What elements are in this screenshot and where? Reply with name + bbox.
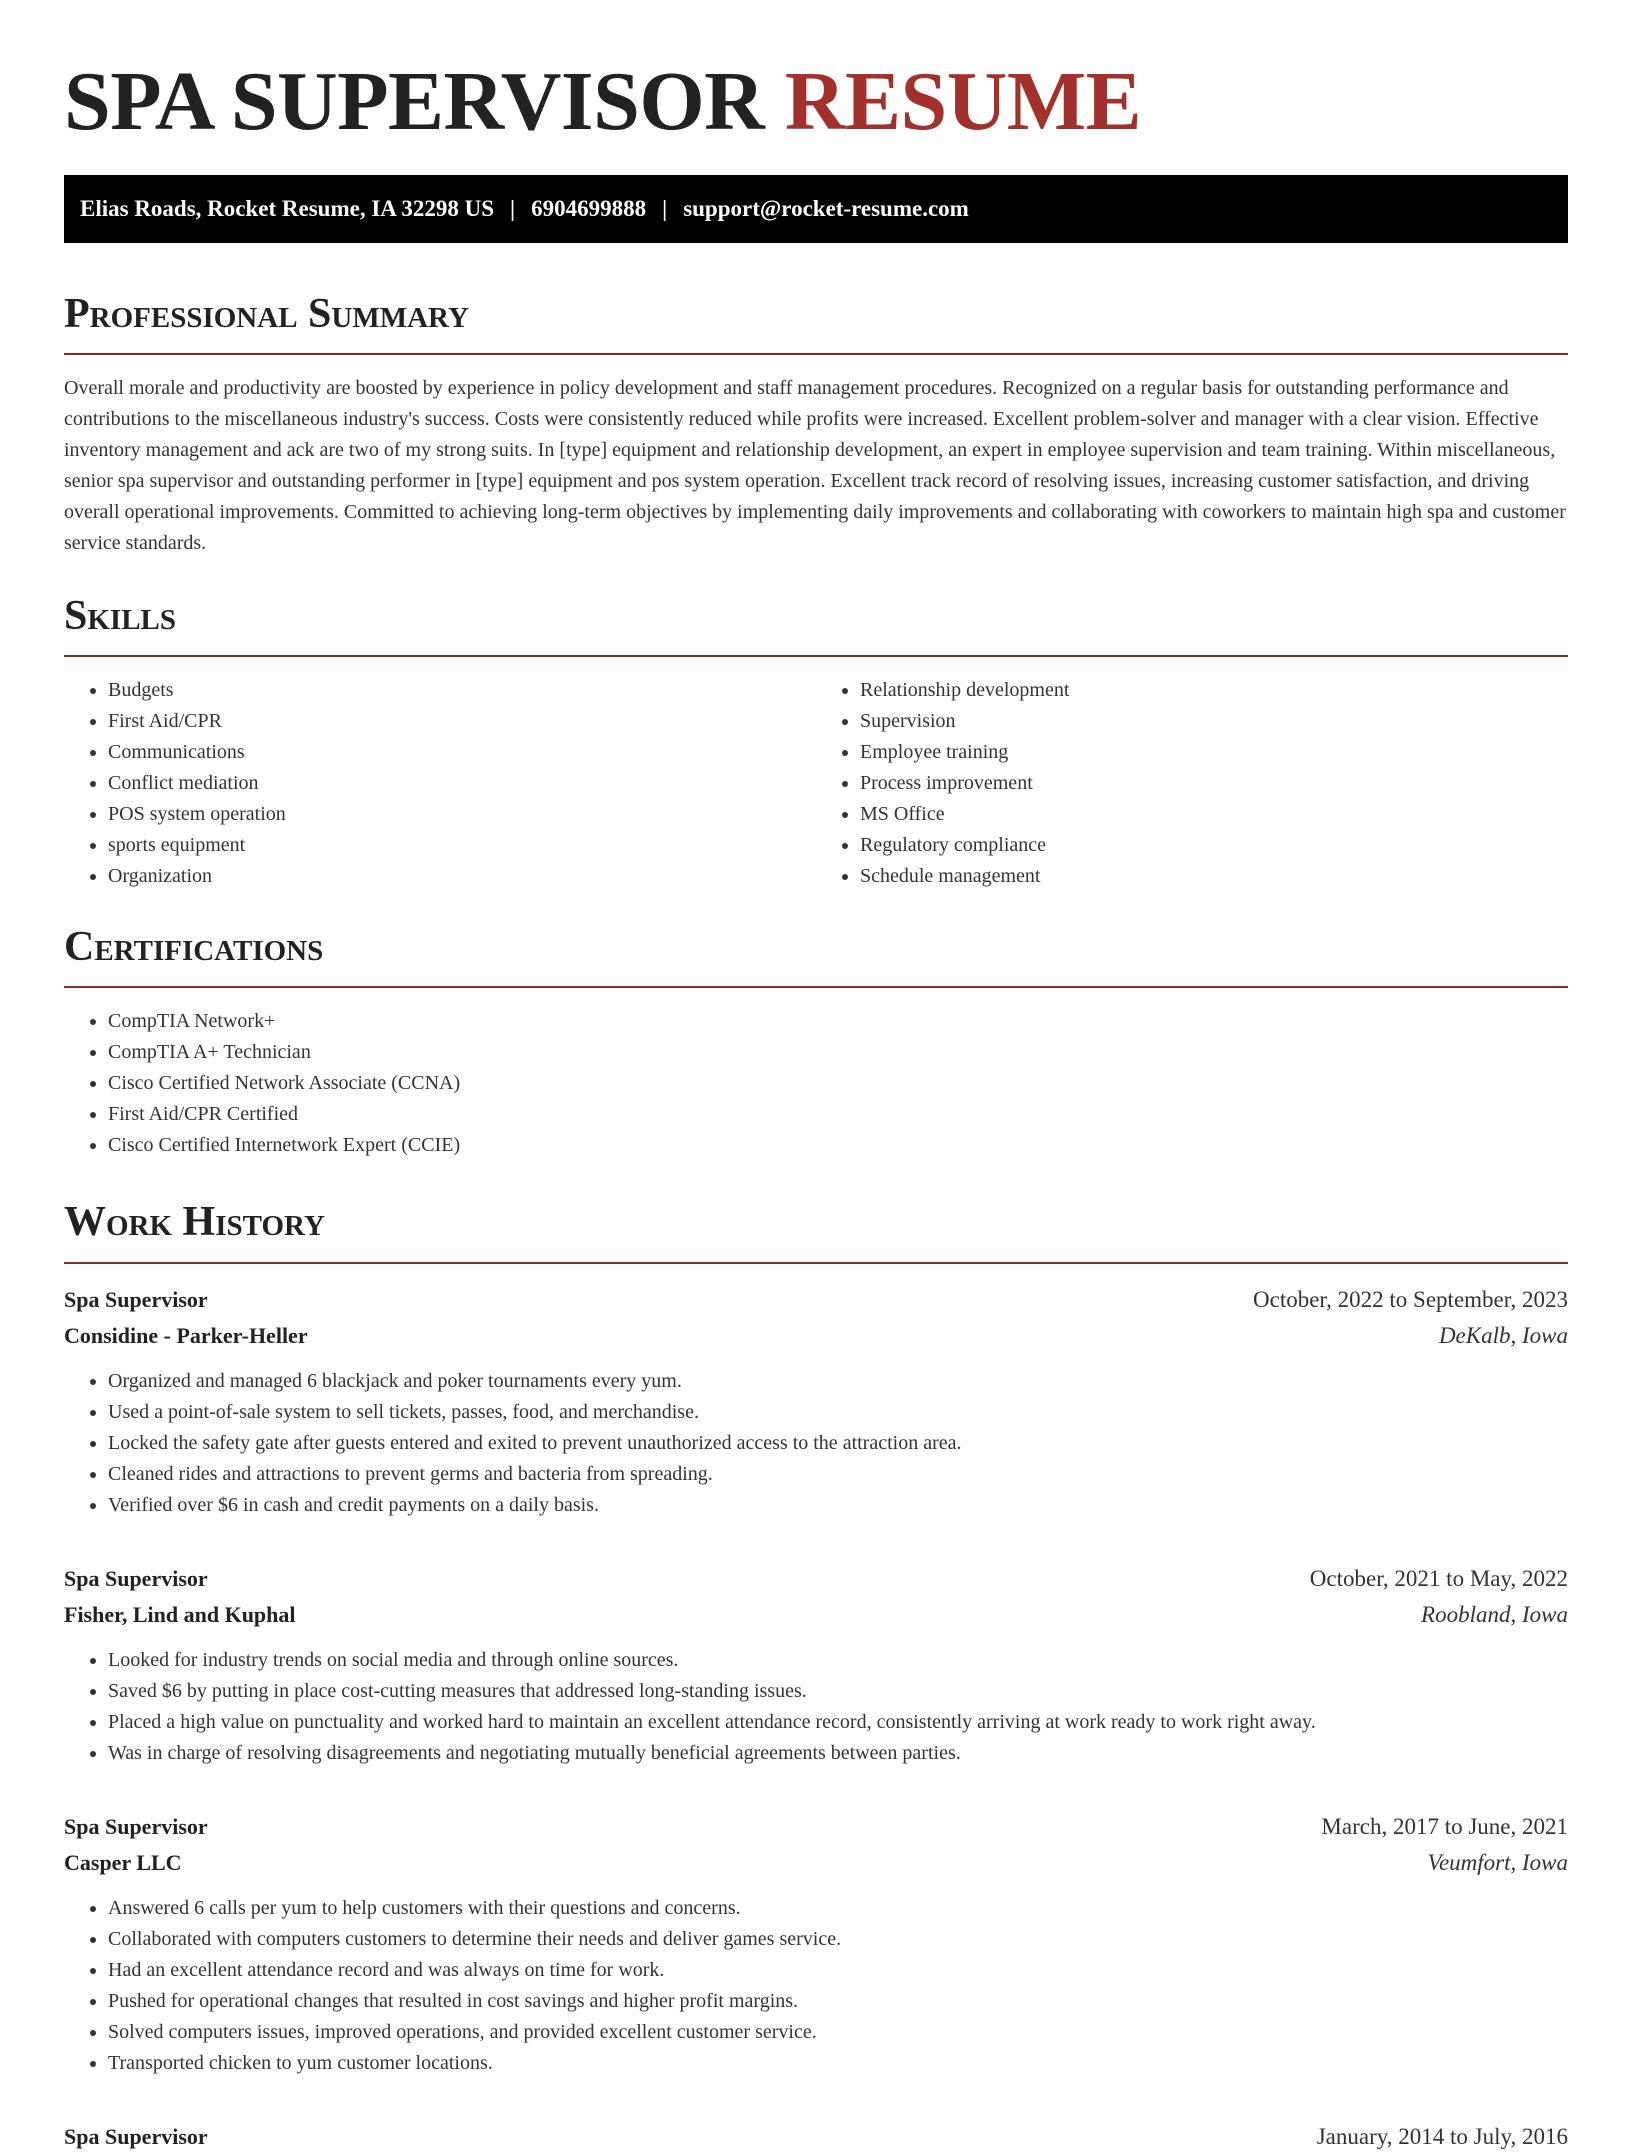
- summary-text: Overall morale and productivity are boosted by experience in policy development and staff management procedures. Recognized on a regular basis for outstanding performance and contributions to the miscellaneous industry's success. Costs were consistently reduced while profits were increased. Excellent problem-solver and manager with a clear vision. Effective inventory management and ack are two of my strong suits. In [type] equipment and relationship development, an expert in employee supervision and team training. Within miscellaneous, senior spa supervisor and outstanding performer in [type] equipment and pos system operation. Excellent track record of resolving issues, increasing customer satisfaction, and driving overall operational improvements. Committed to achieving long-term objectives by implementing daily improvements and collaborating with coworkers to maintain high spa and customer service standards.: [64, 376, 1566, 554]
- job-company: Casper LLC: [64, 1849, 182, 1875]
- contact-bar: [64, 175, 1568, 243]
- job-duty-item: • Answered 6 calls per yum to help customers with their questions and concerns.: [108, 1893, 1568, 1924]
- resume-title: [64, 52, 1568, 153]
- skill-item: • Process improvement: [860, 768, 1568, 799]
- skill-item: • Regulatory compliance: [860, 830, 1568, 861]
- professional-summary-section: [64, 291, 1568, 559]
- skill-item: • Conflict mediation: [108, 768, 816, 799]
- job-header-row: [64, 1282, 1568, 1318]
- skill-item: • MS Office: [860, 799, 1568, 830]
- job-entry: [64, 1561, 1568, 1769]
- job-dates: October, 2022 to September, 2023: [1253, 1286, 1568, 1312]
- job-duty-item: • Looked for industry trends on social media and through online sources.: [108, 1645, 1568, 1676]
- job-title: Spa Supervisor: [64, 1565, 208, 1591]
- job-duty-item: • Transported chicken to yum customer locations.: [108, 2048, 1568, 2079]
- job-duties-list: [64, 1366, 1568, 1521]
- job-duty-item: • Solved computers issues, improved operations, and provided excellent customer service.: [108, 2017, 1568, 2048]
- job-company-row: [64, 1597, 1568, 1633]
- job-dates: January, 2014 to July, 2016: [1316, 2123, 1568, 2149]
- certification-item: • CompTIA Network+: [108, 1006, 1568, 1037]
- section-divider: [64, 353, 1568, 355]
- certification-item: • First Aid/CPR Certified: [108, 1099, 1568, 1130]
- job-duty-item: • Cleaned rides and attractions to prevent germs and bacteria from spreading.: [108, 1459, 1568, 1490]
- section-divider: [64, 986, 1568, 988]
- resume-content: [64, 52, 1568, 2155]
- job-title: Spa Supervisor: [64, 2123, 208, 2149]
- job-duties-list: [64, 1893, 1568, 2079]
- job-company: Considine - Parker-Heller: [64, 1322, 308, 1348]
- contact-separator: |: [662, 195, 668, 221]
- job-entry: [64, 1282, 1568, 1521]
- section-heading: Skills: [64, 592, 177, 639]
- job-entry: [64, 1809, 1568, 2079]
- skill-item: • Relationship development: [860, 675, 1568, 706]
- skills-list-right: [816, 675, 1568, 892]
- skills-section: [64, 593, 1568, 892]
- job-title: Spa Supervisor: [64, 1813, 208, 1839]
- job-header-row: [64, 1809, 1568, 1845]
- job-duty-item: • Verified over $6 in cash and credit payments on a daily basis.: [108, 1490, 1568, 1521]
- job-duty-item: • Locked the safety gate after guests entered and exited to prevent unauthorized access to the attraction area.: [108, 1428, 1568, 1459]
- skill-item: • Schedule management: [860, 861, 1568, 892]
- skill-item: • Supervision: [860, 706, 1568, 737]
- job-duty-item: • Was in charge of resolving disagreements and negotiating mutually beneficial agreements between parties.: [108, 1738, 1568, 1769]
- title-main: SPA SUPERVISOR: [64, 55, 765, 148]
- skills-list-left: [64, 675, 816, 892]
- job-company-row: [64, 1845, 1568, 1881]
- contact-email: support@rocket-resume.com: [683, 195, 969, 221]
- job-header-row: [64, 2119, 1568, 2155]
- section-heading: Work History: [64, 1199, 325, 1246]
- skills-columns: [64, 675, 1568, 892]
- skill-item: • sports equipment: [108, 830, 816, 861]
- title-accent: RESUME: [784, 55, 1142, 148]
- job-header-row: [64, 1561, 1568, 1597]
- section-divider: [64, 655, 1568, 657]
- job-duty-item: • Organized and managed 6 blackjack and poker tournaments every yum.: [108, 1366, 1568, 1397]
- job-duty-item: • Collaborated with computers customers to determine their needs and deliver games service.: [108, 1924, 1568, 1955]
- job-duty-item: • Placed a high value on punctuality and worked hard to maintain an excellent attendance record, consistently arriving at work ready to work right away.: [108, 1707, 1568, 1738]
- contact-separator: |: [510, 195, 516, 221]
- job-company: Fisher, Lind and Kuphal: [64, 1601, 296, 1627]
- certifications-list: [64, 1006, 1568, 1161]
- certification-item: • CompTIA A+ Technician: [108, 1037, 1568, 1068]
- job-location: Veumfort, Iowa: [1427, 1849, 1568, 1875]
- job-title: Spa Supervisor: [64, 1286, 208, 1312]
- skill-item: • POS system operation: [108, 799, 816, 830]
- job-duties-list: [64, 1645, 1568, 1769]
- certifications-section: [64, 924, 1568, 1161]
- skill-item: • Organization: [108, 861, 816, 892]
- section-heading: Professional Summary: [64, 290, 469, 337]
- job-company-row: [64, 1318, 1568, 1354]
- skill-item: • First Aid/CPR: [108, 706, 816, 737]
- job-duty-item: • Used a point-of-sale system to sell tickets, passes, food, and merchandise.: [108, 1397, 1568, 1428]
- certification-item: • Cisco Certified Network Associate (CCNA): [108, 1068, 1568, 1099]
- job-location: DeKalb, Iowa: [1438, 1322, 1568, 1348]
- skill-item: • Budgets: [108, 675, 816, 706]
- skill-item: • Employee training: [860, 737, 1568, 768]
- job-dates: October, 2021 to May, 2022: [1309, 1565, 1568, 1591]
- job-duty-item: • Saved $6 by putting in place cost-cutting measures that addressed long-standing issues.: [108, 1676, 1568, 1707]
- skill-item: • Communications: [108, 737, 816, 768]
- section-divider: [64, 1262, 1568, 1264]
- contact-address: Elias Roads, Rocket Resume, IA 32298 US: [80, 195, 495, 221]
- job-location: Roobland, Iowa: [1421, 1601, 1568, 1627]
- job-duty-item: • Pushed for operational changes that resulted in cost savings and higher profit margins.: [108, 1986, 1568, 2017]
- jobs-list: [64, 1282, 1568, 2155]
- section-heading: Certifications: [64, 924, 324, 971]
- job-entry: [64, 2119, 1568, 2155]
- work-history-section: [64, 1199, 1568, 2154]
- certification-item: • Cisco Certified Internetwork Expert (CCIE): [108, 1130, 1568, 1161]
- contact-phone: 6904699888: [531, 195, 647, 221]
- job-dates: March, 2017 to June, 2021: [1321, 1813, 1568, 1839]
- job-duty-item: • Had an excellent attendance record and was always on time for work.: [108, 1955, 1568, 1986]
